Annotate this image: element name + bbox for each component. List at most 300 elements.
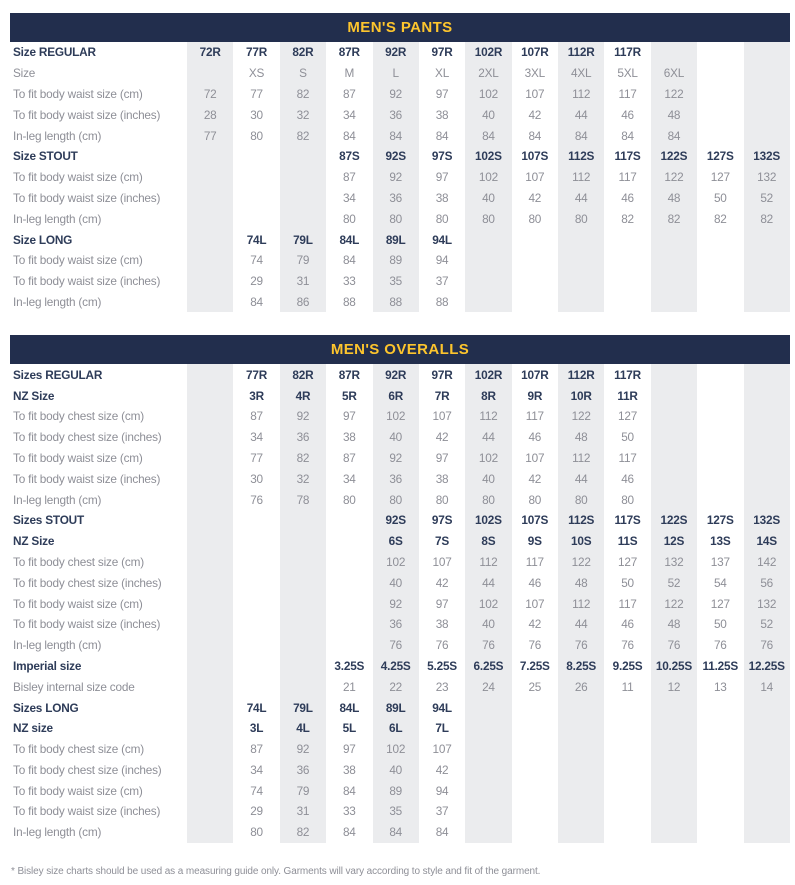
size-cell: 107	[525, 596, 545, 611]
size-cell: 97	[435, 596, 449, 611]
size-cell	[697, 801, 743, 822]
row-label: NZ size	[13, 721, 53, 736]
size-cell: 92S	[373, 146, 419, 167]
size-cell	[604, 801, 650, 822]
size-cell	[280, 188, 326, 209]
row-label: To fit body chest size (inches)	[13, 575, 162, 590]
size-cell: 92	[280, 406, 326, 427]
size-cell: 76	[250, 492, 263, 507]
table-row	[10, 760, 790, 781]
size-cell	[280, 635, 326, 656]
mens-overalls-rows	[10, 364, 790, 842]
row-label: To fit body waist size (cm)	[13, 86, 143, 101]
table-row	[10, 780, 790, 801]
size-cell	[187, 385, 233, 406]
size-cell	[512, 801, 558, 822]
size-cell	[744, 697, 790, 718]
size-cell	[697, 271, 743, 292]
size-cell: 30	[250, 107, 263, 122]
table-row	[10, 42, 790, 63]
size-cell	[233, 167, 279, 188]
row-label: To fit body waist size (cm)	[13, 170, 143, 185]
size-cell: 50	[713, 617, 727, 632]
size-cell	[744, 364, 790, 385]
size-cell	[651, 760, 697, 781]
size-cell: 42	[528, 107, 542, 122]
size-cell: 7S	[435, 534, 450, 549]
size-cell: 44	[558, 614, 604, 635]
size-cell: 44	[465, 572, 511, 593]
row-label: Sizes LONG	[13, 700, 79, 715]
size-cell: 74L	[246, 232, 267, 247]
size-cell	[187, 146, 233, 167]
size-cell: 77R	[246, 367, 268, 382]
size-cell	[465, 739, 511, 760]
table-title: MEN'S PANTS	[347, 19, 453, 36]
size-cell: 42	[528, 190, 542, 205]
size-cell: 127S	[706, 513, 734, 528]
size-cell: 87R	[338, 367, 360, 382]
size-cell: 34	[250, 430, 263, 445]
table-row	[10, 572, 790, 593]
size-cell	[465, 780, 511, 801]
table-row	[10, 676, 790, 697]
size-cell	[512, 292, 558, 313]
size-cell	[187, 271, 233, 292]
size-cell: 84	[621, 128, 634, 143]
size-cell	[651, 468, 697, 489]
size-cell: 132S	[744, 146, 790, 167]
size-cell	[465, 697, 511, 718]
size-cell	[604, 250, 650, 271]
size-cell: 10.25S	[651, 656, 697, 677]
size-cell: 38	[342, 762, 356, 777]
table-row	[10, 593, 790, 614]
size-cell: 46	[621, 107, 634, 122]
size-cell: 82R	[280, 42, 326, 63]
size-cell: 102R	[465, 42, 511, 63]
size-cell: 87	[342, 86, 356, 101]
size-cell	[233, 552, 279, 573]
size-cell: 92	[373, 167, 419, 188]
size-cell: 107	[525, 450, 545, 465]
size-cell: 88	[373, 292, 419, 313]
size-cell: 11	[621, 679, 634, 694]
size-cell: 107R	[521, 367, 549, 382]
size-cell	[326, 531, 372, 552]
mens-pants-title-bar	[10, 13, 790, 42]
size-cell: 80	[250, 128, 263, 143]
size-cell: 76	[744, 635, 790, 656]
size-cell	[187, 208, 233, 229]
size-cell: 80	[621, 492, 634, 507]
size-cell: 92	[373, 448, 419, 469]
size-cell: 44	[465, 427, 511, 448]
size-cell: 80	[373, 489, 419, 510]
size-cell	[558, 697, 604, 718]
table-row	[10, 510, 790, 531]
size-cell	[604, 697, 650, 718]
size-cell: 38	[435, 107, 449, 122]
size-cell	[187, 468, 233, 489]
size-cell: 84	[342, 128, 356, 143]
size-cell	[280, 572, 326, 593]
size-cell: 107S	[521, 149, 549, 164]
size-cell: 74L	[246, 700, 267, 715]
size-cell: 80	[558, 489, 604, 510]
size-cell: 50	[621, 430, 634, 445]
size-cell: 112	[558, 593, 604, 614]
size-cell	[465, 718, 511, 739]
size-cell	[744, 448, 790, 469]
size-cell: 11.25S	[702, 658, 739, 673]
size-cell	[651, 427, 697, 448]
table-row	[10, 656, 790, 677]
size-cell	[651, 739, 697, 760]
size-cell: 117S	[614, 149, 641, 164]
size-cell: 80	[435, 211, 449, 226]
size-cell: 48	[651, 104, 697, 125]
size-cell: 72	[187, 84, 233, 105]
size-cell	[744, 780, 790, 801]
size-cell: 102	[465, 167, 511, 188]
size-cell: 78	[280, 489, 326, 510]
size-cell	[744, 489, 790, 510]
table-row	[10, 635, 790, 656]
size-cell: 24	[465, 676, 511, 697]
size-cell: 36	[373, 614, 419, 635]
size-cell	[604, 229, 650, 250]
size-cell: 122	[651, 167, 697, 188]
size-cell: 107	[432, 742, 452, 757]
size-cell: 88	[435, 294, 449, 309]
size-cell	[326, 572, 372, 593]
size-cell	[744, 822, 790, 843]
size-cell: 142	[744, 552, 790, 573]
size-cell	[187, 676, 233, 697]
size-cell: S	[280, 63, 326, 84]
size-cell: 48	[651, 188, 697, 209]
size-cell: 46	[621, 190, 634, 205]
size-cell: 87	[250, 409, 263, 424]
table-row	[10, 250, 790, 271]
size-cell: 117	[618, 86, 637, 101]
size-cell	[326, 552, 372, 573]
size-cell	[697, 42, 743, 63]
size-cell: 84	[651, 125, 697, 146]
size-cell: 29	[250, 274, 263, 289]
size-cell: 21	[342, 679, 356, 694]
size-cell: 42	[528, 617, 542, 632]
row-label: To fit body chest size (cm)	[13, 742, 144, 757]
row-label: To fit body waist size (inches)	[13, 107, 161, 122]
size-cell: 44	[558, 104, 604, 125]
size-cell: 122	[558, 552, 604, 573]
size-cell: 4R	[280, 385, 326, 406]
row-label: To fit body waist size (inches)	[13, 471, 161, 486]
row-label: In-leg length (cm)	[13, 128, 102, 143]
size-cell	[187, 572, 233, 593]
size-cell: 38	[435, 190, 449, 205]
size-cell	[744, 84, 790, 105]
size-cell	[558, 229, 604, 250]
size-cell: 74	[250, 783, 263, 798]
table-row	[10, 229, 790, 250]
size-cell: 89	[373, 250, 419, 271]
size-cell: 5XL	[617, 66, 638, 81]
size-cell: 7R	[434, 388, 450, 403]
row-label: To fit body waist size (cm)	[13, 253, 143, 268]
size-cell: 122	[651, 593, 697, 614]
size-cell: 117S	[614, 513, 641, 528]
size-cell: 84	[373, 822, 419, 843]
size-cell	[187, 364, 233, 385]
size-cell: 48	[558, 427, 604, 448]
size-cell	[233, 531, 279, 552]
size-cell	[187, 739, 233, 760]
size-cell: 84	[465, 125, 511, 146]
size-cell: 127S	[706, 149, 734, 164]
size-cell: 80	[558, 208, 604, 229]
size-cell: 10R	[558, 385, 604, 406]
size-cell	[744, 229, 790, 250]
size-cell: 13S	[710, 534, 731, 549]
size-cell: 84	[528, 128, 542, 143]
size-cell: 82	[651, 208, 697, 229]
size-cell: 80	[373, 208, 419, 229]
size-cell	[697, 739, 743, 760]
size-cell	[651, 697, 697, 718]
size-cell	[558, 801, 604, 822]
row-label: NZ Size	[13, 388, 55, 403]
table-row	[10, 292, 790, 313]
size-cell	[233, 188, 279, 209]
size-cell: 40	[373, 572, 419, 593]
row-label: NZ Size	[13, 534, 55, 549]
size-cell: 82	[621, 211, 634, 226]
size-cell	[744, 801, 790, 822]
size-cell: 112	[558, 84, 604, 105]
size-cell	[697, 822, 743, 843]
size-cell: 97	[342, 409, 356, 424]
size-cell: 92	[373, 593, 419, 614]
row-label: Size REGULAR	[13, 45, 96, 60]
size-cell: 34	[342, 190, 356, 205]
size-cell	[604, 780, 650, 801]
size-cell: 127	[618, 409, 638, 424]
size-cell: 112	[558, 167, 604, 188]
size-cell	[604, 739, 650, 760]
size-cell: 6L	[373, 718, 419, 739]
size-cell: 77	[250, 450, 263, 465]
size-cell	[280, 614, 326, 635]
size-cell: 40	[465, 468, 511, 489]
row-label: To fit body chest size (inches)	[13, 762, 162, 777]
size-cell: 132	[744, 167, 790, 188]
size-cell	[651, 718, 697, 739]
size-cell: 9S	[527, 534, 542, 549]
size-cell: 14S	[744, 531, 790, 552]
size-cell: 127	[710, 596, 730, 611]
size-cell	[558, 822, 604, 843]
size-cell	[651, 406, 697, 427]
size-cell: 80	[465, 489, 511, 510]
size-cell: 6S	[373, 531, 419, 552]
size-cell	[651, 780, 697, 801]
size-cell: 56	[744, 572, 790, 593]
size-cell	[326, 614, 372, 635]
size-cell: 40	[373, 760, 419, 781]
size-cell: 80	[528, 211, 542, 226]
size-cell: 3XL	[524, 66, 545, 81]
size-cell: 82	[280, 448, 326, 469]
row-label: In-leg length (cm)	[13, 492, 102, 507]
size-cell: 8S	[465, 531, 511, 552]
row-label: Size LONG	[13, 232, 73, 247]
size-cell	[604, 718, 650, 739]
size-cell	[651, 385, 697, 406]
size-cell: 97	[342, 742, 356, 757]
size-cell: 97S	[431, 513, 453, 528]
size-cell: 112R	[558, 42, 604, 63]
size-cell: 4.25S	[373, 656, 419, 677]
size-cell: 107	[525, 86, 545, 101]
size-cell: 3L	[249, 721, 264, 736]
size-cell: 5.25S	[427, 658, 457, 673]
size-cell: 122S	[651, 146, 697, 167]
size-cell: 76	[373, 635, 419, 656]
size-cell	[697, 364, 743, 385]
size-cell: 34	[250, 762, 263, 777]
size-cell: 31	[280, 801, 326, 822]
size-cell	[697, 468, 743, 489]
size-cell: 48	[558, 572, 604, 593]
size-cell: 26	[558, 676, 604, 697]
row-label: In-leg length (cm)	[13, 294, 102, 309]
size-cell	[187, 718, 233, 739]
size-cell	[280, 676, 326, 697]
mens-pants-rows	[10, 42, 790, 312]
size-cell	[744, 42, 790, 63]
size-cell	[558, 292, 604, 313]
size-cell	[326, 635, 372, 656]
size-cell	[558, 780, 604, 801]
size-cell: 31	[280, 271, 326, 292]
size-cell: 84L	[339, 700, 360, 715]
size-cell: 112	[558, 448, 604, 469]
mens-pants-size-table	[10, 13, 790, 312]
size-cell	[744, 63, 790, 84]
size-cell: 50	[621, 575, 634, 590]
size-cell: 84L	[339, 232, 360, 247]
size-cell: 33	[342, 804, 356, 819]
row-label: To fit body chest size (cm)	[13, 554, 144, 569]
size-cell: 37	[435, 274, 449, 289]
row-label: In-leg length (cm)	[13, 211, 102, 226]
size-cell: 112R	[558, 364, 604, 385]
size-cell: 102	[373, 406, 419, 427]
size-cell: 32	[280, 468, 326, 489]
size-cell: 9.25S	[612, 658, 643, 673]
size-cell: 117	[618, 450, 637, 465]
row-label: In-leg length (cm)	[13, 825, 102, 840]
size-cell: 23	[435, 679, 449, 694]
row-label: To fit body waist size (inches)	[13, 190, 161, 205]
size-cell	[697, 104, 743, 125]
size-cell: 4L	[280, 718, 326, 739]
size-cell: 80	[342, 492, 356, 507]
table-row	[10, 406, 790, 427]
size-cell: 84	[558, 125, 604, 146]
size-cell: 84	[373, 125, 419, 146]
size-cell: XS	[248, 66, 265, 81]
size-cell: 6.25S	[465, 656, 511, 677]
size-cell: 89L	[373, 229, 419, 250]
size-cell: 80	[342, 211, 356, 226]
size-cell: 127	[710, 170, 730, 185]
size-cell	[651, 364, 697, 385]
size-cell	[697, 697, 743, 718]
size-cell	[187, 188, 233, 209]
size-cell	[233, 146, 279, 167]
table-row	[10, 84, 790, 105]
size-cell: 122	[558, 406, 604, 427]
size-cell	[512, 271, 558, 292]
size-cell	[558, 250, 604, 271]
table-row	[10, 427, 790, 448]
size-cell	[187, 780, 233, 801]
size-cell: 102	[373, 552, 419, 573]
size-cell	[326, 510, 372, 531]
size-cell: 35	[373, 801, 419, 822]
size-cell	[651, 822, 697, 843]
size-cell	[233, 656, 279, 677]
size-cell: 34	[342, 471, 356, 486]
size-cell	[604, 271, 650, 292]
size-cell: 84	[435, 825, 449, 840]
row-label: To fit body waist size (cm)	[13, 450, 143, 465]
size-cell: 89	[373, 780, 419, 801]
size-cell: 36	[280, 760, 326, 781]
size-cell: 117	[525, 554, 544, 569]
size-cell	[697, 780, 743, 801]
size-cell: 37	[435, 804, 449, 819]
size-cell	[697, 84, 743, 105]
size-cell	[512, 822, 558, 843]
table-row	[10, 125, 790, 146]
table-row	[10, 531, 790, 552]
size-cell	[744, 427, 790, 448]
size-cell: 12S	[651, 531, 697, 552]
size-cell: 84	[250, 294, 263, 309]
table-row	[10, 468, 790, 489]
size-cell: 102S	[465, 146, 511, 167]
size-cell	[558, 760, 604, 781]
size-cell	[744, 385, 790, 406]
size-cell: 102R	[465, 364, 511, 385]
size-cell: 5R	[341, 388, 357, 403]
size-cell	[280, 552, 326, 573]
size-cell: 87	[250, 742, 263, 757]
size-cell: 97	[435, 450, 449, 465]
size-cell: 79	[280, 780, 326, 801]
table-row	[10, 208, 790, 229]
size-cell	[187, 614, 233, 635]
size-cell: 46	[528, 575, 542, 590]
row-label: To fit body waist size (inches)	[13, 804, 161, 819]
size-cell: 38	[342, 430, 356, 445]
size-cell: 94L	[432, 700, 452, 715]
